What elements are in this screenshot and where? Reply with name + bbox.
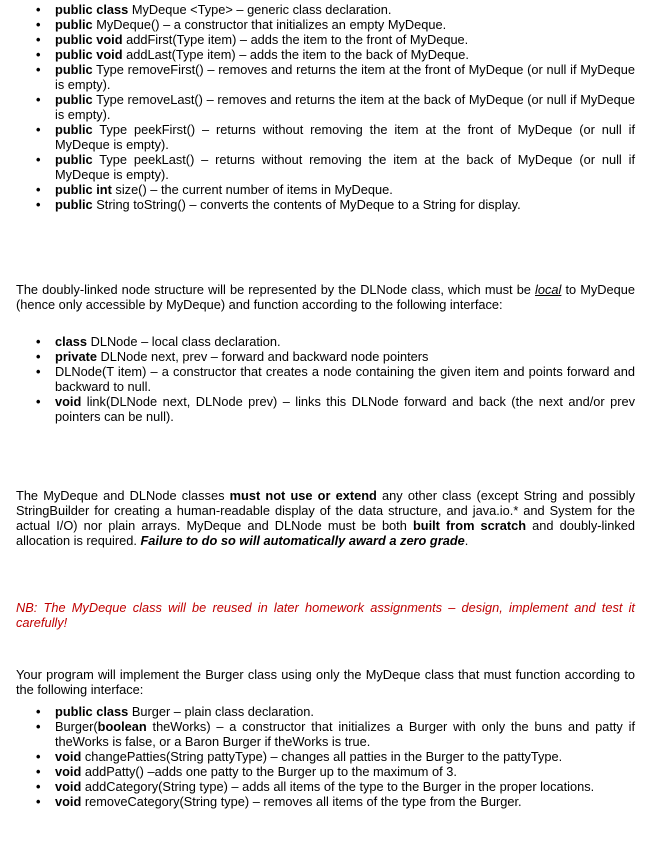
list-item: • public String toString() – converts the contents of MyDeque to a String for display. [0, 197, 647, 212]
list-item: • public Type peekFirst() – returns without removing the item at the front of MyDeque (or null if MyDeque is empty). [0, 122, 647, 152]
list-item: • public Type removeFirst() – removes and returns the item at the front of MyDeque (or null if MyDeque is empty). [0, 62, 647, 92]
list-item: • void link(DLNode next, DLNode prev) – links this DLNode forward and back (the next and/or prev pointers can be null). [0, 394, 647, 424]
list-item: • void addCategory(String type) – adds all items of the type to the Burger in the proper locations. [0, 779, 647, 794]
list-item: • private DLNode next, prev – forward and backward node pointers [0, 349, 647, 364]
list-item: • public void addFirst(Type item) – adds the item to the front of MyDeque. [0, 32, 647, 47]
burger-interface-list [0, 704, 647, 809]
dlnode-intro-paragraph: The doubly-linked node structure will be represented by the DLNode class, which must be local to MyDeque (hence only accessible by MyDeque) and function according to the following interface: [16, 282, 635, 312]
list-item: • public Type peekLast() – returns without removing the item at the back of MyDeque (or null if MyDeque is empty). [0, 152, 647, 182]
failure-warning: Failure to do so will automatically award a zero grade [140, 533, 465, 548]
list-item: • public Type removeLast() – removes and returns the item at the back of MyDeque (or null if MyDeque is empty). [0, 92, 647, 122]
list-item: • void changePatties(String pattyType) – changes all patties in the Burger to the pattyType. [0, 749, 647, 764]
list-item: • class DLNode – local class declaration. [0, 334, 647, 349]
mydeque-interface-list [0, 2, 647, 212]
list-item: • void addPatty() –adds one patty to the Burger up to the maximum of 3. [0, 764, 647, 779]
burger-intro-paragraph: Your program will implement the Burger class using only the MyDeque class that must function according to the following interface: [16, 667, 635, 697]
requirements-paragraph: The MyDeque and DLNode classes must not use or extend any other class (except String and possibly StringBuilder for creating a human-readable display of the data structure, and java.io.* and System for the actual I/O) nor plain arrays. MyDeque and DLNode must be both built from scratch and doubly-linked allocation is required. Failure to do so will automatically award a zero grade. [16, 488, 635, 548]
list-item: • DLNode(T item) – a constructor that creates a node containing the given item and points forward and backward to null. [0, 364, 647, 394]
list-item: • public class Burger – plain class declaration. [0, 704, 647, 719]
list-item: • public int size() – the current number of items in MyDeque. [0, 182, 647, 197]
list-item: • public MyDeque() – a constructor that initializes an empty MyDeque. [0, 17, 647, 32]
local-emphasis: local [535, 282, 562, 297]
list-item: • void removeCategory(String type) – removes all items of the type from the Burger. [0, 794, 647, 809]
list-item: • public void addLast(Type item) – adds the item to the back of MyDeque. [0, 47, 647, 62]
nb-note: NB: The MyDeque class will be reused in later homework assignments – design, implement and test it carefully! [16, 600, 635, 630]
list-item: • public class MyDeque <Type> – generic class declaration. [0, 2, 647, 17]
list-item: • Burger(boolean theWorks) – a constructor that initializes a Burger with only the buns and patty if theWorks is false, or a Baron Burger if theWorks is true. [0, 719, 647, 749]
dlnode-interface-list [0, 334, 647, 424]
